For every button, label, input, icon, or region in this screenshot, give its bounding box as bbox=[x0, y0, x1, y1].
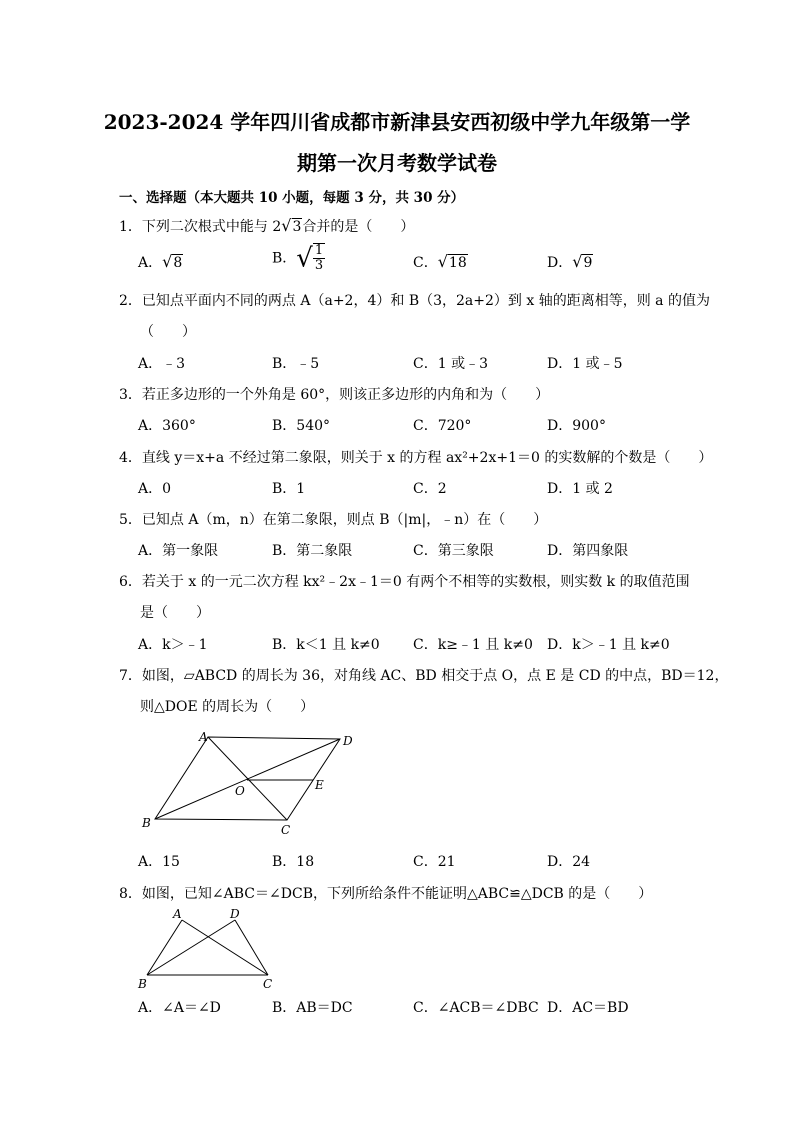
question-number: 4． bbox=[119, 450, 142, 466]
option-c[interactable]: C．21 bbox=[413, 854, 456, 870]
option-a[interactable]: A．第一象限 bbox=[138, 543, 219, 559]
radical-expression: √3 bbox=[281, 216, 302, 235]
option-c[interactable]: C．∠ACB＝∠DBC bbox=[413, 1000, 539, 1016]
figure-label-c: C bbox=[281, 823, 291, 837]
option-d[interactable]: D．1 或 2 bbox=[547, 481, 613, 497]
fraction bbox=[313, 243, 325, 274]
fraction-numerator: 1 bbox=[314, 243, 324, 258]
question-text: 若正多边形的一个外角是 60°，则该正多边形的内角和为（ ） bbox=[141, 387, 550, 403]
option-label: B． bbox=[272, 250, 297, 267]
figure-label-a: A bbox=[199, 730, 208, 744]
question-2 bbox=[119, 290, 710, 310]
option-b[interactable]: B．k＜1 且 k≠0 bbox=[272, 637, 380, 653]
question-6-continued: 是（ ） bbox=[140, 605, 210, 621]
option-c[interactable]: C．第三象限 bbox=[413, 543, 494, 559]
question-text: 若关于 x 的一元二次方程 kx²﹣2x﹣1＝0 有两个不相等的实数根，则实数 k 的取值范围 bbox=[141, 574, 690, 590]
option-label: A． bbox=[138, 255, 163, 271]
question-text: 已知点平面内不同的两点 A（a+2，4）和 B（3，2a+2）到 x 轴的距离相等，则 a 的值为 bbox=[141, 293, 710, 309]
option-c[interactable]: C．k≥﹣1 且 k≠0 bbox=[413, 637, 533, 653]
radical-expression: √18 bbox=[437, 252, 467, 271]
figure-label-d: D bbox=[343, 734, 353, 748]
question-text: 直线 y＝x+a 不经过第二象限，则关于 x 的方程 ax²+2x+1＝0 的实数解的个数是（ ） bbox=[141, 450, 713, 466]
option-a[interactable]: A．15 bbox=[138, 854, 180, 870]
question-5 bbox=[119, 509, 547, 529]
option-b[interactable]: B．﹣5 bbox=[272, 356, 320, 372]
figure-label-b: B bbox=[138, 977, 147, 991]
option-c[interactable] bbox=[413, 252, 468, 272]
question-number: 2． bbox=[119, 293, 142, 309]
question-1 bbox=[119, 216, 414, 236]
question-text: 已知点 A（m，n）在第二象限，则点 B（|m|，﹣n）在（ ） bbox=[141, 512, 548, 528]
option-d[interactable]: D．1 或﹣5 bbox=[547, 356, 623, 372]
option-d[interactable]: D．24 bbox=[547, 854, 591, 870]
question-2-continued: （ ） bbox=[140, 324, 196, 340]
page-title-line2: 期第一次月考数学试卷 bbox=[297, 151, 497, 175]
radical-coefficient: 2 bbox=[272, 219, 282, 235]
question-number: 5． bbox=[119, 512, 142, 528]
question-4 bbox=[119, 447, 712, 467]
radicand: 9 bbox=[583, 255, 593, 271]
question-number: 1． bbox=[119, 219, 142, 235]
option-b[interactable]: B．√ $\frac{1}{3}$ bbox=[272, 243, 324, 274]
option-label: C． bbox=[413, 255, 438, 271]
radical-expression: √9 bbox=[572, 252, 593, 271]
question-3 bbox=[119, 384, 549, 404]
option-a[interactable] bbox=[138, 252, 183, 272]
figure-label-c: C bbox=[263, 977, 273, 991]
section-heading: 一、选择题（本大题共 10 小题，每题 3 分，共 30 分） bbox=[119, 190, 465, 206]
page-title-line1: 2023-2024 学年四川省成都市新津县安西初级中学九年级第一学 bbox=[103, 110, 691, 134]
option-label: D． bbox=[547, 255, 573, 271]
radicand: 3 bbox=[292, 219, 302, 235]
option-a[interactable]: A．k＞﹣1 bbox=[138, 637, 208, 653]
option-c[interactable]: C．720° bbox=[413, 418, 472, 434]
question-7 bbox=[119, 665, 728, 685]
figure-label-b: B bbox=[142, 816, 151, 830]
figure-label-e: E bbox=[315, 778, 324, 792]
option-b[interactable]: B．AB＝DC bbox=[272, 1000, 353, 1016]
triangles-figure bbox=[135, 905, 285, 993]
option-d[interactable]: D．900° bbox=[547, 418, 606, 434]
question-number: 3． bbox=[119, 387, 142, 403]
question-text-end: 合并的是（ ） bbox=[302, 219, 415, 235]
question-number: 8． bbox=[119, 886, 142, 902]
radicand: 8 bbox=[173, 255, 183, 271]
question-number: 7． bbox=[119, 668, 142, 684]
option-b[interactable]: B．1 bbox=[272, 481, 306, 497]
option-a[interactable]: A．360° bbox=[138, 418, 196, 434]
option-b[interactable]: B．18 bbox=[272, 854, 315, 870]
parallelogram-figure bbox=[135, 725, 375, 840]
fraction-denominator: 3 bbox=[314, 258, 324, 274]
question-8 bbox=[119, 883, 652, 903]
question-text: 下列二次根式中能与 bbox=[141, 219, 273, 235]
option-d[interactable]: D．AC＝BD bbox=[547, 1000, 629, 1016]
question-text: 如图，▱ABCD 的周长为 36，对角线 AC、BD 相交于点 O，点 E 是 CD 的中点，BD＝12， bbox=[141, 668, 729, 684]
question-text: 如图，已知∠ABC＝∠DCB，下列所给条件不能证明△ABC≌△DCB 的是（ ） bbox=[141, 886, 653, 902]
option-c[interactable]: C．2 bbox=[413, 481, 447, 497]
option-a[interactable]: A．0 bbox=[138, 481, 172, 497]
option-b[interactable]: B．540° bbox=[272, 418, 331, 434]
option-d[interactable]: D．第四象限 bbox=[547, 543, 629, 559]
question-number: 6． bbox=[119, 574, 142, 590]
option-d[interactable]: D．k＞﹣1 且 k≠0 bbox=[547, 637, 670, 653]
option-a[interactable]: A．∠A＝∠D bbox=[138, 1000, 221, 1016]
option-a[interactable]: A．﹣3 bbox=[138, 356, 186, 372]
option-d[interactable] bbox=[547, 252, 593, 272]
option-b[interactable]: B．第二象限 bbox=[272, 543, 353, 559]
figure-label-d: D bbox=[230, 907, 240, 921]
question-7-continued: 则△DOE 的周长为（ ） bbox=[140, 699, 315, 715]
radical-expression: √8 bbox=[162, 252, 183, 271]
question-6 bbox=[119, 571, 690, 591]
figure-label-a: A bbox=[173, 907, 182, 921]
figure-label-o: O bbox=[235, 784, 245, 798]
radicand: 18 bbox=[448, 255, 467, 271]
option-c[interactable]: C．1 或﹣3 bbox=[413, 356, 488, 372]
